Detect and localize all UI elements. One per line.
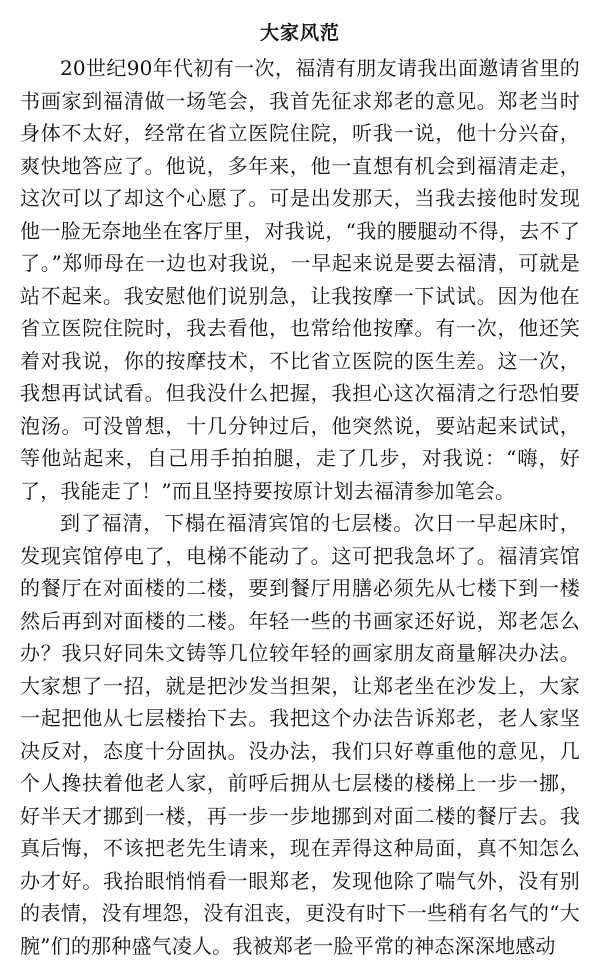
article-paragraph-2: 到了福清，下榻在福清宾馆的七层楼。次日一早起床时，发现宾馆停电了，电梯不能动了。这可把我急坏了。福清宾馆的餐厅在对面楼的二楼，要到餐厅用膳必须先从七楼下到一楼然后再到对面楼的二楼。年轻一些的书画家还好说，郑老怎么办？我只好同朱文铸等几位较年轻的画家朋友商量解决办法。大家想了一招，就是把沙发当担架，让郑老坐在沙发上，大家一起把他从七层楼抬下去。我把这个办法告诉郑老，老人家坚决反对，态度十分固执。没办法，我们只好尊重他的意见，几个人搀扶着他老人家，前呼后拥从七层楼的楼梯上一步一挪，好半天才挪到一楼，再一步一步地挪到对面二楼的餐厅去。我真后悔，不该把老先生请来，现在弄得这种局面，真不知怎么办才好。我抬眼悄悄看一眼郑老，发现他除了喘气外，没有别的表情，没有埋怨，没有沮丧，更没有时下一些稍有名气的“大腕”们的那种盛气凌人。我被郑老一脸平常的神态深深地感动 <box>20 511 580 958</box>
article-title: 大家风范 <box>259 22 340 44</box>
article-paragraph-1: 20世纪90年代初有一次，福清有朋友请我出面邀请省里的书画家到福清做一场笔会，我首先征求郑老的意见。郑老当时身体不太好，经常在省立医院住院，听我一说，他十分兴奋，爽快地答应了。他说，多年来，他一直想有机会到福清走走，这次可以了却这个心愿了。可是出发那天，当我去接他时发现他一脸无奈地坐在客厅里，对我说，“我的腰腿动不得，去不了了。”郑师母在一边也对我说，一早起来说是要去福清，可就是站不起来。我安慰他们说别急，让我按摩一下试试。因为他在省立医院住院时，我去看他，也常给他按摩。有一次，他还笑着对我说，你的按摩技术，不比省立医院的医生差。这一次，我想再试试看。但我没什么把握，我担心这次福清之行恐怕要泡汤。可没曾想，十几分钟过后，他突然说，要站起来试试，等他站起来，自己用手拍拍腿，走了几步，对我说：“嗨，好了，我能走了！”而且坚持要按原计划去福清参加笔会。 <box>20 56 580 503</box>
document-page <box>20 18 580 962</box>
